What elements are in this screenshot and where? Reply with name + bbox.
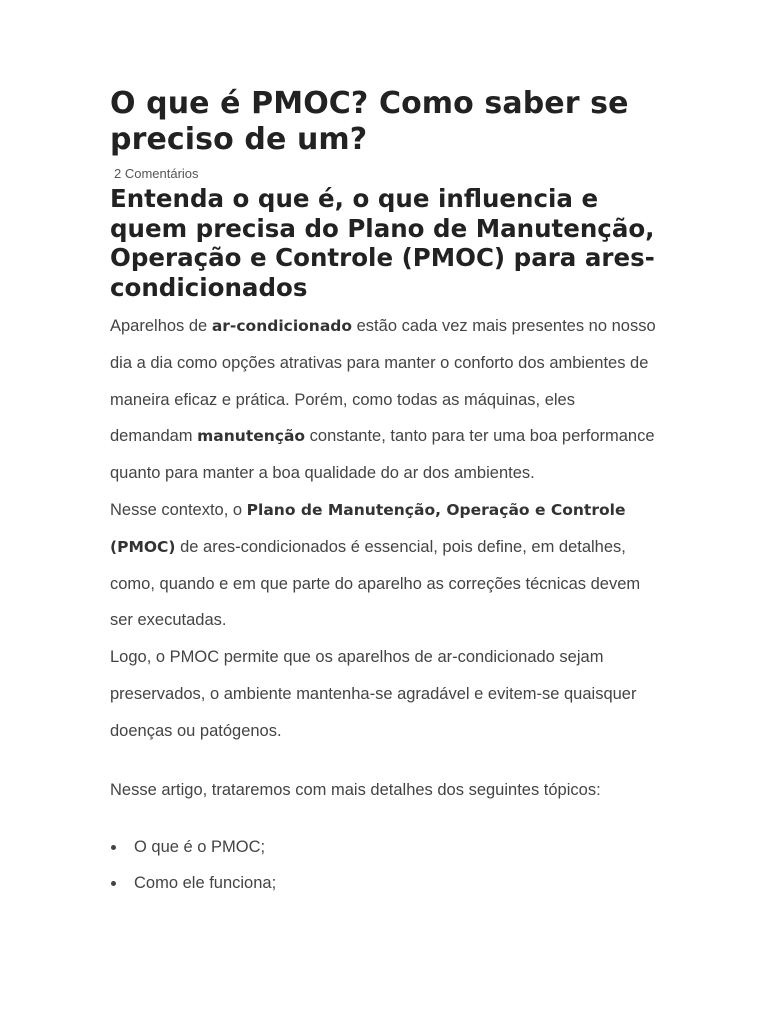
topics-intro: Nesse artigo, trataremos com mais detalhes dos seguintes tópicos: xyxy=(110,780,601,799)
bullet-icon xyxy=(111,881,116,886)
bold-term-pmoc: Plano de Manutenção, Operação e Controle (PMOC) xyxy=(110,500,626,556)
paragraph-conclusion: Logo, o PMOC permite que os aparelhos de ar-condicionado sejam preservados, o ambiente mantenha-se agradável e evitem-se quaisquer doenças ou patógenos. xyxy=(110,648,637,740)
topic-text: O que é o PMOC; xyxy=(134,838,266,857)
article-subtitle: Entenda o que é, o que influencia e quem precisa do Plano de Manutenção, Operação e Controle (PMOC) para ares-condicionados xyxy=(110,184,655,302)
text-span: Aparelhos de xyxy=(110,317,212,335)
bold-term-ar-condicionado: ar-condicionado xyxy=(211,317,353,335)
comments-link[interactable]: 2 Comentários xyxy=(114,166,199,181)
text-span: de ares-condicionados é essencial, pois define, em detalhes, como, quando e em que parte do aparelho as correções técnicas devem ser executadas. xyxy=(110,537,641,630)
article xyxy=(110,86,670,901)
topics-list xyxy=(110,829,670,901)
list-item xyxy=(110,865,670,901)
topic-text: Como ele funciona; xyxy=(134,874,277,893)
paragraph-context xyxy=(110,492,660,639)
bold-term-manutencao: manutenção xyxy=(197,427,306,446)
text-span: constante, tanto para ter uma boa performance quanto para manter a boa qualidade do ar dos ambientes. xyxy=(110,427,655,483)
text-span: Nesse contexto, o xyxy=(110,500,247,519)
bullet-icon xyxy=(111,845,116,850)
text-span: estão cada vez mais presentes no nosso dia a dia como opções atrativas para manter o conforto dos ambientes de maneira eficaz e prática. Porém, como todas as máquinas, eles demandam xyxy=(110,317,656,446)
paragraph-intro xyxy=(110,308,660,492)
list-item xyxy=(110,829,670,865)
comments-count xyxy=(114,166,670,182)
article-title: O que é PMOC? Como saber se preciso de um? xyxy=(110,86,629,157)
